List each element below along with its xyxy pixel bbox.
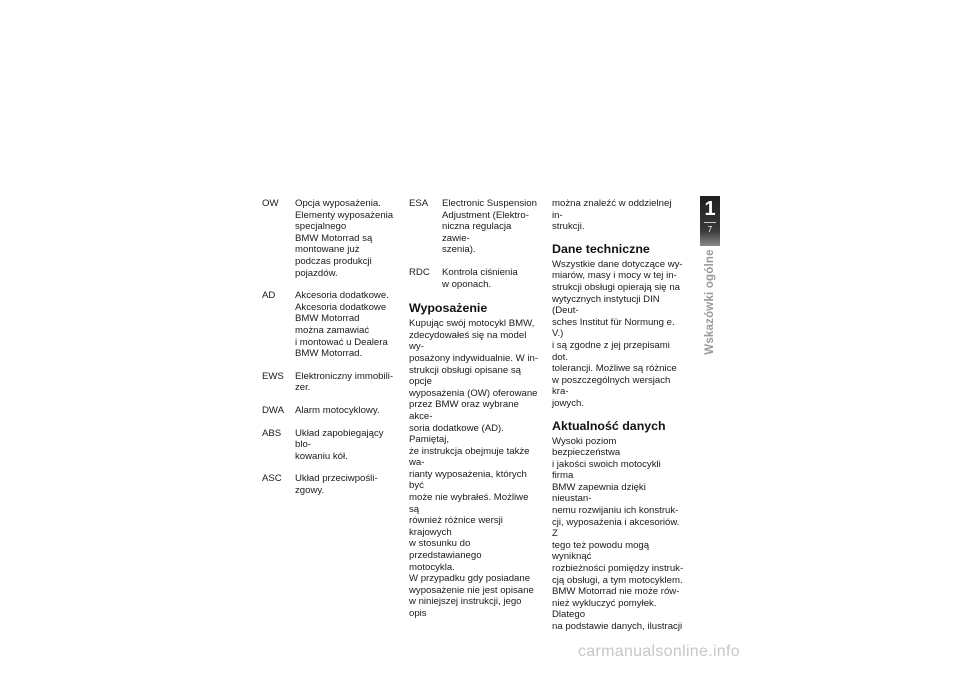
intro-paragraph: można znaleźć w oddzielnej in- strukcji. bbox=[552, 198, 672, 233]
column-3 bbox=[552, 198, 684, 633]
abbreviation-row bbox=[262, 371, 394, 394]
abbreviation-description: Kontrola ciśnienia w oponach. bbox=[442, 266, 518, 290]
abbreviation-description: Układ zapobiegający blo- kowaniu kół. bbox=[295, 427, 384, 462]
abbreviation-row bbox=[262, 290, 394, 360]
chapter-number: 1 bbox=[704, 198, 716, 220]
section-paragraph: Wszystkie dane dotyczące wy- miarów, masy i mocy w tej in- strukcji obsługi opierają się na wytycznych instytucji DIN (Deut- sches Institut für Normung e. V.) i są zgodne z jej przepisami dot. tolerancji. Możliwe są różnice w poszczególnych wersjach kra- jowych. bbox=[552, 258, 683, 409]
abbreviation: RDC bbox=[409, 266, 430, 278]
abbreviation: OW bbox=[262, 198, 279, 209]
column-2 bbox=[409, 198, 541, 620]
chapter-tab bbox=[700, 196, 720, 246]
abbreviation: ASC bbox=[262, 473, 282, 485]
section-heading: Aktualność danych bbox=[552, 418, 666, 433]
abbreviation-description: Elektroniczny immobili- zer. bbox=[295, 370, 394, 394]
abbreviation-row bbox=[409, 198, 541, 256]
tab-divider bbox=[704, 222, 716, 223]
abbreviation-description: Electronic Suspension Adjustment (Elektro- niczna regulacja zawie- szenia). bbox=[442, 198, 537, 256]
abbreviation-row bbox=[262, 198, 394, 279]
abbreviation: ESA bbox=[409, 198, 429, 209]
abbreviation: EWS bbox=[262, 370, 284, 382]
abbreviation-description: Opcja wyposażenia. Elementy wyposażenia specjalnego BMW Motorrad są montowane już podczas produkcji pojazdów. bbox=[295, 198, 394, 279]
abbreviation-row bbox=[262, 473, 394, 496]
abbreviation-row bbox=[409, 267, 541, 290]
section-heading: Wyposażenie bbox=[409, 301, 488, 316]
column-1 bbox=[262, 198, 394, 507]
abbreviation: AD bbox=[262, 290, 276, 302]
section-heading: Dane techniczne bbox=[552, 241, 650, 256]
section-paragraph: Kupując swój motocykl BMW, zdecydowałeś się na model wy- posażony indywidualnie. W in- strukcji obsługi opisane są opcje wyposażenia (OW) oferowane przez BMW oraz wybrane akce- soria dodatkowe (AD). Pamiętaj, że instrukcja obejmuje także wa- rianty wyposażenia, których być może nie wybrałeś. Możliwe są również różnice wersji krajowych w stosunku do przedstawianego motocykla. W przypadku gdy posiadane wyposażenie nie jest opisane w niniejszej instrukcji, jego opis bbox=[409, 318, 539, 619]
abbreviation-row bbox=[262, 428, 394, 463]
abbreviation: ABS bbox=[262, 427, 282, 439]
chapter-title: Wskazówki ogólne bbox=[704, 249, 717, 355]
page-number: 7 bbox=[707, 225, 713, 234]
abbreviation-description: Układ przeciwpośli- zgowy. bbox=[295, 473, 378, 496]
abbreviation-description: Alarm motocyklowy. bbox=[295, 404, 380, 416]
abbreviation: DWA bbox=[262, 404, 285, 416]
section-paragraph: Wysoki poziom bezpieczeństwa i jakości swoich motocykli firma BMW zapewnia dzięki nieustan- nemu rozwijaniu ich konstruk- cji, wyposażenia i akcesoriów. Z tego też powodu mogą wyniknąć rozbieżności pomiędzy instruk- cją obsługi, a tym motocyklem. BMW Motorrad nie może rów- nież wykluczyć pomyłek. Dlatego na podstawie danych, ilustracji bbox=[552, 435, 684, 632]
abbreviation-description: Akcesoria dodatkowe. Akcesoria dodatkowe BMW Motorrad można zamawiać i montować u Dealera BMW Motorrad. bbox=[295, 290, 389, 360]
watermark: carmanualsonline.info bbox=[578, 643, 740, 660]
abbreviation-row bbox=[262, 405, 394, 417]
